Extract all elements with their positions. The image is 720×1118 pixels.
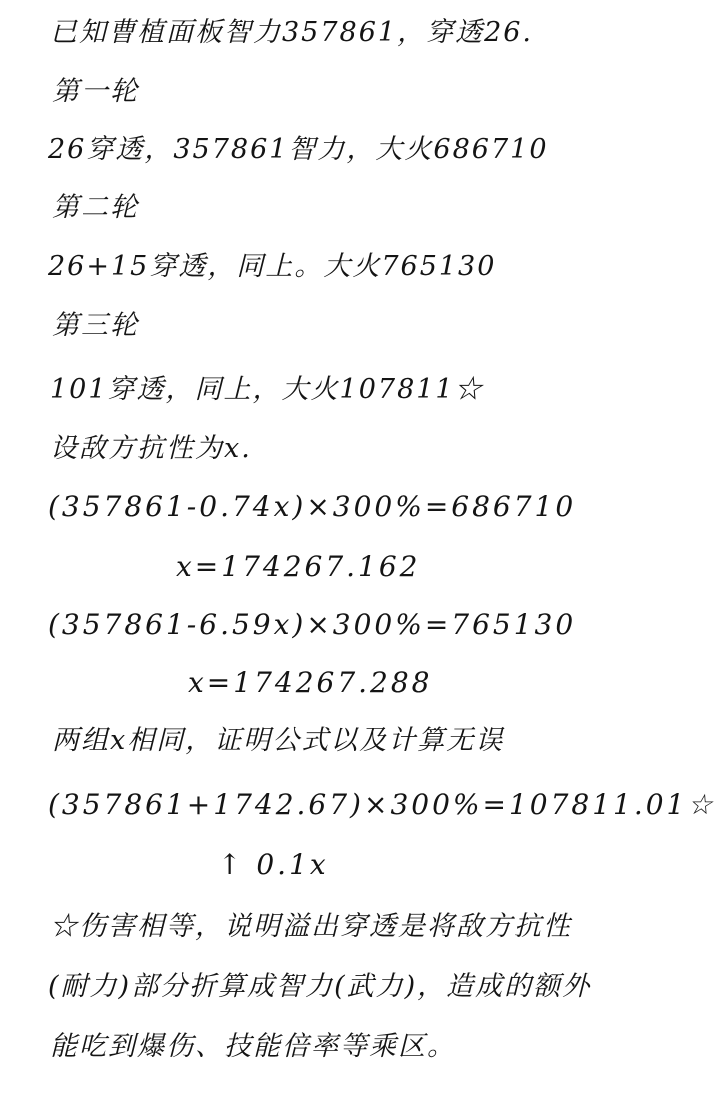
equation-2-result: x=174267.288: [188, 666, 433, 699]
equation-3: (357861+1742.67)×300%=107811.01☆: [48, 788, 716, 821]
note-line-explanation-1: ☆伤害相等，说明溢出穿透是将敌方抗性: [50, 911, 572, 942]
note-line-round-2: 26+15穿透，同上。大火765130: [48, 251, 497, 282]
equation-1: (357861-0.74x)×300%=686710: [48, 490, 577, 523]
note-line-conclusion: 两组x相同，证明公式以及计算无误: [52, 725, 505, 756]
equation-3-annotation: ↑ 0.1x: [218, 848, 329, 881]
note-heading-round-2: 第二轮: [52, 192, 139, 223]
note-heading-round-3: 第三轮: [52, 310, 139, 341]
note-line-round-3: 101穿透，同上，大火107811☆: [50, 374, 484, 405]
note-line-assumption: 设敌方抗性为x.: [50, 433, 252, 464]
note-line-explanation-2: (耐力)部分折算成智力(武力)，造成的额外: [48, 971, 592, 1002]
note-heading-round-1: 第一轮: [52, 76, 139, 107]
note-line-round-1: 26穿透，357861智力，大火686710: [48, 134, 549, 165]
note-line-explanation-3: 能吃到爆伤、技能倍率等乘区。: [50, 1031, 456, 1062]
equation-1-result: x=174267.162: [176, 550, 421, 583]
equation-2: (357861-6.59x)×300%=765130: [48, 608, 577, 641]
note-line-known: 已知曹植面板智力357861，穿透26.: [50, 17, 534, 48]
